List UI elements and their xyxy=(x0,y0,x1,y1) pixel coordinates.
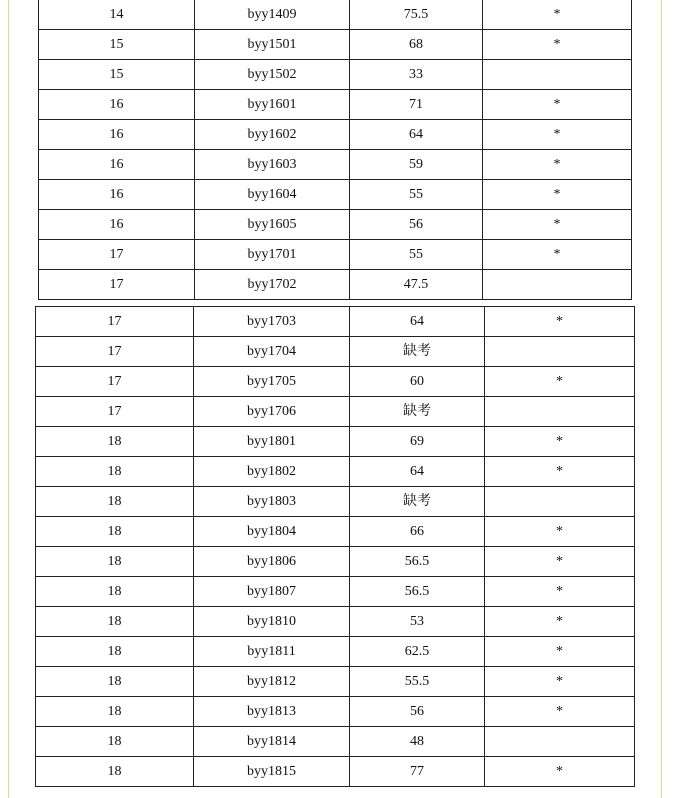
pass-mark-cell: * xyxy=(483,0,632,30)
score-cell: 64 xyxy=(350,307,485,337)
pass-mark-cell: * xyxy=(485,307,635,337)
score-cell: 56 xyxy=(350,210,483,240)
score-cell: 缺考 xyxy=(350,397,485,427)
pass-mark-cell: * xyxy=(483,180,632,210)
pass-mark-cell: * xyxy=(485,637,635,667)
group-cell: 18 xyxy=(36,577,194,607)
table-row xyxy=(36,577,635,607)
student-id-cell: byy1702 xyxy=(195,270,350,300)
table-row xyxy=(36,697,635,727)
student-id-cell: byy1812 xyxy=(194,667,350,697)
table-row xyxy=(36,607,635,637)
group-cell: 16 xyxy=(39,150,195,180)
group-cell: 16 xyxy=(39,120,195,150)
score-cell: 55.5 xyxy=(350,667,485,697)
student-id-cell: byy1811 xyxy=(194,637,350,667)
group-cell: 14 xyxy=(39,0,195,30)
table-row xyxy=(39,180,632,210)
score-cell: 缺考 xyxy=(350,487,485,517)
group-cell: 17 xyxy=(36,307,194,337)
group-cell: 18 xyxy=(36,457,194,487)
score-cell: 53 xyxy=(350,607,485,637)
table-row xyxy=(36,367,635,397)
group-cell: 15 xyxy=(39,30,195,60)
table-row xyxy=(36,337,635,367)
pass-mark-cell: * xyxy=(485,757,635,787)
pass-mark-cell: * xyxy=(485,577,635,607)
table-row xyxy=(36,667,635,697)
group-cell: 18 xyxy=(36,427,194,457)
pass-mark-cell xyxy=(485,337,635,367)
student-id-cell: byy1814 xyxy=(194,727,350,757)
pass-mark-cell: * xyxy=(485,517,635,547)
group-cell: 18 xyxy=(36,547,194,577)
pass-mark-cell xyxy=(483,60,632,90)
pass-mark-cell: * xyxy=(483,150,632,180)
pass-mark-cell: * xyxy=(485,367,635,397)
table-row xyxy=(36,637,635,667)
pass-mark-cell xyxy=(485,727,635,757)
table-row xyxy=(36,457,635,487)
student-id-cell: byy1603 xyxy=(195,150,350,180)
student-id-cell: byy1605 xyxy=(195,210,350,240)
table-row xyxy=(39,90,632,120)
score-cell: 75.5 xyxy=(350,0,483,30)
group-cell: 17 xyxy=(39,240,195,270)
student-id-cell: byy1801 xyxy=(194,427,350,457)
group-cell: 17 xyxy=(36,367,194,397)
table-row xyxy=(36,517,635,547)
score-cell: 33 xyxy=(350,60,483,90)
student-id-cell: byy1705 xyxy=(194,367,350,397)
score-cell: 47.5 xyxy=(350,270,483,300)
group-cell: 16 xyxy=(39,180,195,210)
pass-mark-cell: * xyxy=(485,697,635,727)
student-id-cell: byy1502 xyxy=(195,60,350,90)
pass-mark-cell: * xyxy=(485,607,635,637)
group-cell: 18 xyxy=(36,637,194,667)
pass-mark-cell: * xyxy=(483,90,632,120)
student-id-cell: byy1703 xyxy=(194,307,350,337)
student-id-cell: byy1806 xyxy=(194,547,350,577)
student-id-cell: byy1704 xyxy=(194,337,350,367)
table-row xyxy=(36,547,635,577)
table-row xyxy=(39,150,632,180)
score-cell: 55 xyxy=(350,180,483,210)
group-cell: 16 xyxy=(39,210,195,240)
pass-mark-cell: * xyxy=(483,210,632,240)
score-table-bottom-body xyxy=(36,307,635,787)
group-cell: 17 xyxy=(39,270,195,300)
score-cell: 55 xyxy=(350,240,483,270)
pass-mark-cell xyxy=(485,487,635,517)
score-cell: 60 xyxy=(350,367,485,397)
score-cell: 56 xyxy=(350,697,485,727)
score-cell: 71 xyxy=(350,90,483,120)
pass-mark-cell: * xyxy=(483,240,632,270)
score-cell: 64 xyxy=(350,120,483,150)
table-row xyxy=(39,240,632,270)
score-table-top-body xyxy=(39,0,632,300)
group-cell: 18 xyxy=(36,757,194,787)
score-cell: 56.5 xyxy=(350,547,485,577)
student-id-cell: byy1706 xyxy=(194,397,350,427)
pass-mark-cell: * xyxy=(485,457,635,487)
group-cell: 16 xyxy=(39,90,195,120)
group-cell: 17 xyxy=(36,397,194,427)
table-row xyxy=(36,487,635,517)
score-cell: 69 xyxy=(350,427,485,457)
student-id-cell: byy1602 xyxy=(195,120,350,150)
student-id-cell: byy1601 xyxy=(195,90,350,120)
pass-mark-cell: * xyxy=(485,547,635,577)
pass-mark-cell: * xyxy=(483,120,632,150)
table-row xyxy=(36,727,635,757)
group-cell: 18 xyxy=(36,727,194,757)
student-id-cell: byy1807 xyxy=(194,577,350,607)
score-cell: 66 xyxy=(350,517,485,547)
group-cell: 18 xyxy=(36,607,194,637)
table-row xyxy=(39,120,632,150)
score-cell: 56.5 xyxy=(350,577,485,607)
group-cell: 18 xyxy=(36,487,194,517)
group-cell: 18 xyxy=(36,697,194,727)
table-row xyxy=(39,30,632,60)
student-id-cell: byy1810 xyxy=(194,607,350,637)
score-cell: 77 xyxy=(350,757,485,787)
student-id-cell: byy1604 xyxy=(195,180,350,210)
score-cell: 59 xyxy=(350,150,483,180)
table-row xyxy=(39,60,632,90)
pass-mark-cell: * xyxy=(485,427,635,457)
table-row xyxy=(39,270,632,300)
group-cell: 18 xyxy=(36,667,194,697)
table-row xyxy=(39,0,632,30)
student-id-cell: byy1501 xyxy=(195,30,350,60)
pass-mark-cell xyxy=(483,270,632,300)
score-cell: 64 xyxy=(350,457,485,487)
table-row xyxy=(36,397,635,427)
student-id-cell: byy1701 xyxy=(195,240,350,270)
student-id-cell: byy1803 xyxy=(194,487,350,517)
student-id-cell: byy1409 xyxy=(195,0,350,30)
group-cell: 18 xyxy=(36,517,194,547)
table-row xyxy=(36,307,635,337)
score-cell: 缺考 xyxy=(350,337,485,367)
student-id-cell: byy1804 xyxy=(194,517,350,547)
student-id-cell: byy1802 xyxy=(194,457,350,487)
group-cell: 17 xyxy=(36,337,194,367)
table-row xyxy=(36,757,635,787)
score-cell: 62.5 xyxy=(350,637,485,667)
score-table-bottom xyxy=(35,306,635,787)
score-cell: 48 xyxy=(350,727,485,757)
table-row xyxy=(36,427,635,457)
group-cell: 15 xyxy=(39,60,195,90)
student-id-cell: byy1815 xyxy=(194,757,350,787)
score-table-top xyxy=(38,0,632,300)
table-row xyxy=(39,210,632,240)
pass-mark-cell: * xyxy=(483,30,632,60)
pass-mark-cell xyxy=(485,397,635,427)
score-cell: 68 xyxy=(350,30,483,60)
pass-mark-cell: * xyxy=(485,667,635,697)
student-id-cell: byy1813 xyxy=(194,697,350,727)
